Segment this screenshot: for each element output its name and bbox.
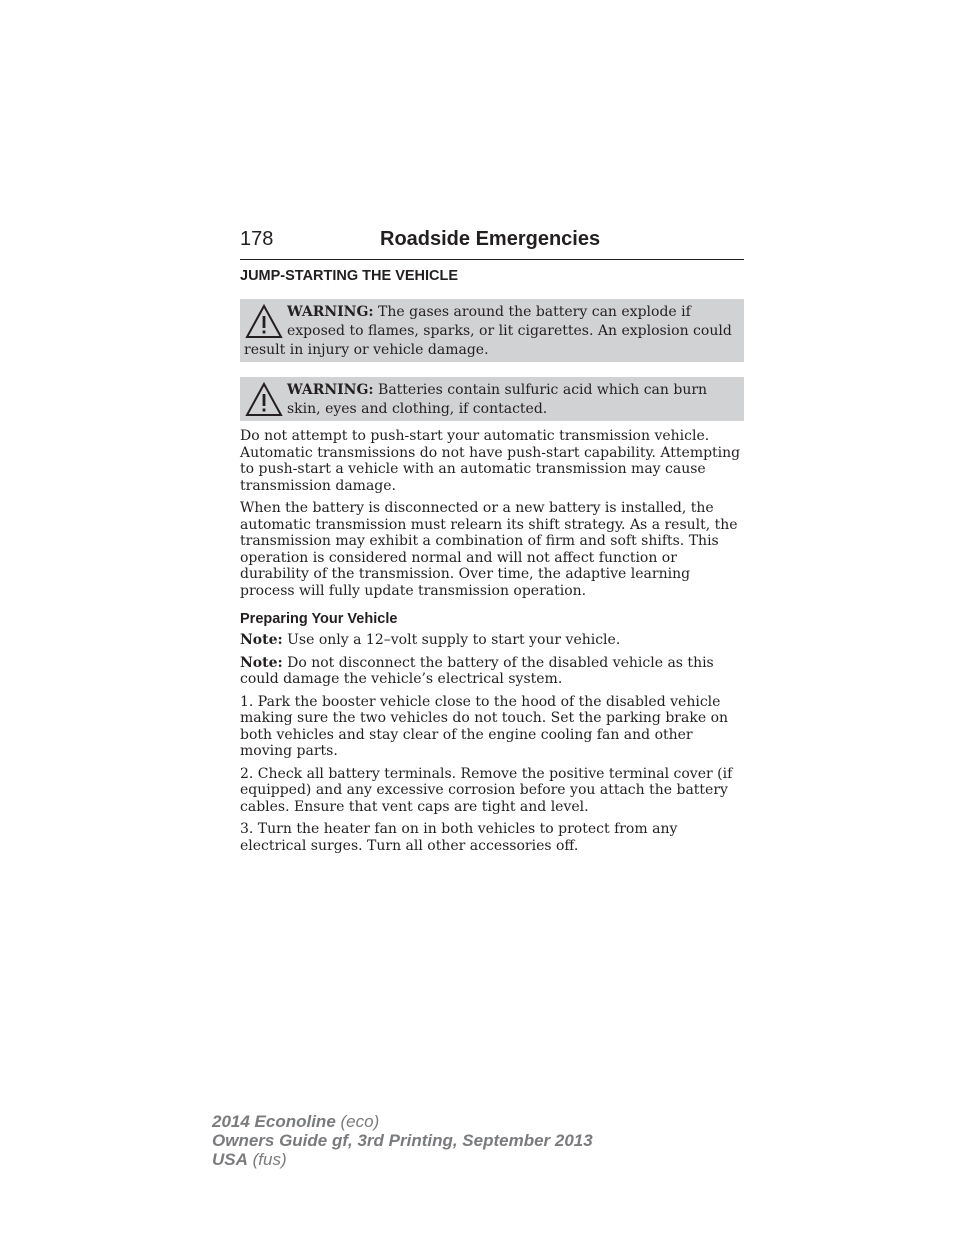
footer-line: [212, 1131, 593, 1150]
body-paragraph: Do not attempt to push-start your automatic transmission vehicle. Automatic transmissions do not have push-start capability. Attempting to push-start a vehicle with an automatic transmission may cause transmission damage.: [240, 428, 741, 494]
warning-box: [240, 299, 744, 362]
footer-model-code: (eco): [335, 1112, 380, 1131]
footer-line: [212, 1112, 593, 1131]
body-paragraph: When the battery is disconnected or a new battery is installed, the automatic transmission must relearn its shift strategy. As a result, the transmission may exhibit a combination of firm and soft shifts. This operation is considered normal and will not affect function or durability of the transmission. Over time, the adaptive learning process will fully update transmission operation.: [240, 500, 738, 599]
page-header: [240, 228, 744, 260]
warning-label: WARNING:: [287, 382, 374, 398]
note-text: Use only a 12–volt supply to start your vehicle.: [282, 632, 621, 648]
note: [240, 655, 744, 688]
footer-edition: Owners Guide gf, 3rd Printing, September 2013: [212, 1131, 593, 1150]
warning-label: WARNING:: [287, 304, 374, 320]
footer-model: 2014 Econoline: [212, 1112, 336, 1131]
warning-triangle-icon: [244, 303, 284, 341]
subheading: Preparing Your Vehicle: [240, 611, 398, 627]
page-number: 178: [240, 228, 274, 250]
step-item: 1. Park the booster vehicle close to the hood of the disabled vehicle making sure the two vehicles do not touch. Set the parking brake on both vehicles and stay clear of the engine cooling fan and other moving parts.: [240, 693, 729, 759]
footer-market-code: (fus): [247, 1150, 287, 1169]
chapter-title: Roadside Emergencies: [380, 228, 601, 250]
footer-line: [212, 1150, 593, 1169]
section-title: JUMP-STARTING THE VEHICLE: [240, 268, 459, 284]
warning-text: The gases around the battery can explode if exposed to flames, sparks, or lit cigarettes. An explosion could result in injury or vehicle damage.: [244, 304, 732, 358]
warning-box: [240, 377, 744, 421]
manual-page: [240, 228, 744, 854]
note-label: Note:: [240, 654, 283, 671]
note: [240, 632, 744, 649]
footer-market: USA: [212, 1150, 248, 1169]
step-item: 3. Turn the heater fan on in both vehicles to protect from any electrical surges. Turn all other accessories off.: [240, 821, 678, 854]
step-item: 2. Check all battery terminals. Remove the positive terminal cover (if equipped) and any excessive corrosion before you attach the battery cables. Ensure that vent caps are tight and level.: [240, 765, 733, 815]
note-text: Do not disconnect the battery of the disabled vehicle as this could damage the vehicle’s electrical system.: [240, 654, 714, 687]
warning-triangle-icon: [244, 381, 284, 419]
warning-text: Batteries contain sulfuric acid which can burn skin, eyes and clothing, if contacted.: [287, 382, 708, 417]
page-footer: [212, 1112, 593, 1169]
note-label: Note:: [240, 632, 283, 648]
